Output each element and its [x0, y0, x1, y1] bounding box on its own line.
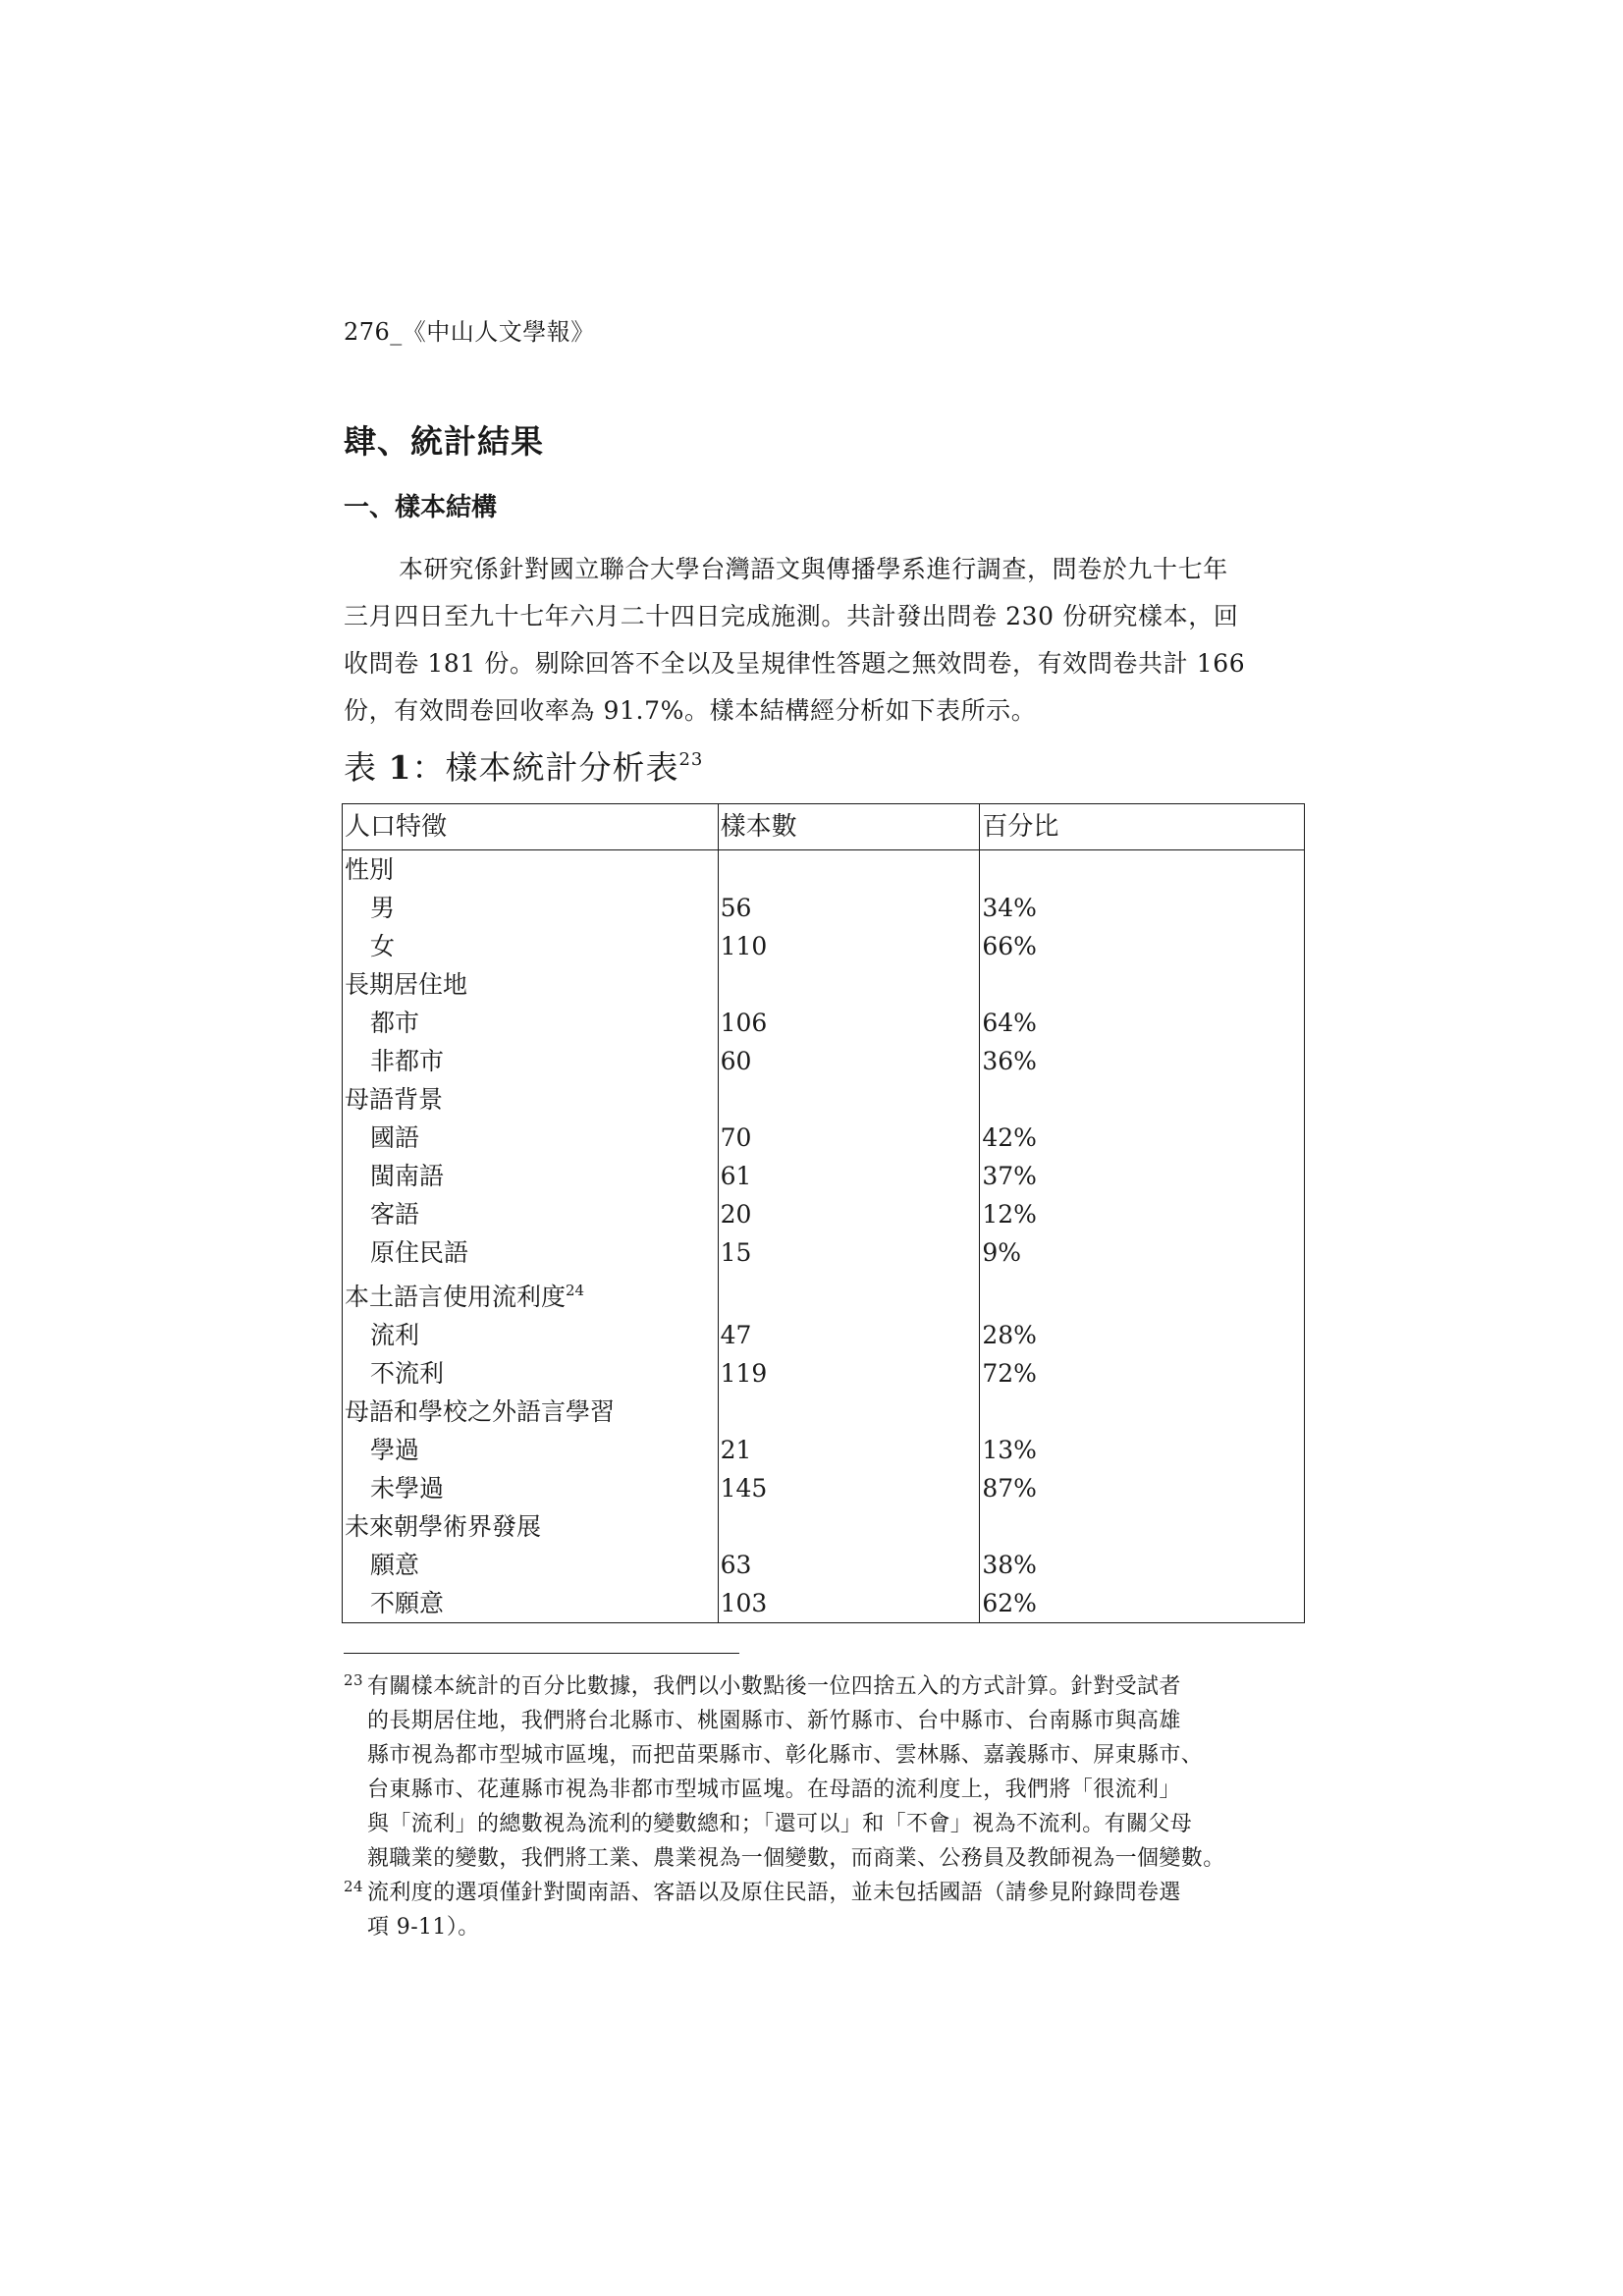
row-label-group	[343, 1393, 719, 1431]
row-label-text: 未學過	[370, 1474, 445, 1503]
table-caption-prefix: 表	[344, 748, 377, 787]
row-count: 21	[718, 1431, 980, 1469]
table-row	[343, 1431, 1305, 1469]
table-row	[343, 1584, 1305, 1623]
row-count: 56	[718, 889, 980, 927]
table-caption	[344, 742, 703, 789]
row-label-text: 閩南語	[370, 1162, 445, 1190]
row-count	[718, 1507, 980, 1546]
row-percent	[980, 850, 1305, 890]
table-row	[343, 1080, 1305, 1119]
row-count: 63	[718, 1546, 980, 1584]
row-label-item	[343, 1119, 719, 1157]
row-percent: 34%	[980, 889, 1305, 927]
row-count: 110	[718, 927, 980, 965]
row-label-item	[343, 1195, 719, 1233]
table-row	[343, 1042, 1305, 1080]
row-count: 119	[718, 1354, 980, 1393]
row-count	[718, 850, 980, 890]
row-count: 47	[718, 1316, 980, 1354]
table-row	[343, 1272, 1305, 1316]
row-percent: 87%	[980, 1469, 1305, 1507]
footnote-number: 24	[344, 1878, 363, 1895]
table-header-row	[343, 804, 1305, 850]
row-percent	[980, 965, 1305, 1004]
paragraph-line: 份，有效問卷回收率為 91.7%。樣本結構經分析如下表所示。	[344, 696, 1037, 725]
table-body	[343, 850, 1305, 1623]
footnote-divider	[344, 1653, 739, 1654]
row-label-item	[343, 1546, 719, 1584]
column-header-count: 樣本數	[718, 804, 980, 850]
row-label-text: 不願意	[370, 1589, 445, 1617]
row-percent	[980, 1507, 1305, 1546]
table-row	[343, 889, 1305, 927]
row-label-text: 母語背景	[345, 1085, 444, 1114]
table-row	[343, 1507, 1305, 1546]
row-label-text: 都市	[370, 1009, 420, 1037]
row-count: 15	[718, 1233, 980, 1272]
row-count	[718, 1393, 980, 1431]
table-row	[343, 850, 1305, 890]
footnote-number: 23	[344, 1671, 363, 1689]
table-caption-number: 1	[388, 748, 412, 787]
row-count: 70	[718, 1119, 980, 1157]
row-label-item	[343, 889, 719, 927]
row-label-item	[343, 1042, 719, 1080]
footnote-23	[344, 1669, 1306, 1876]
footnote-line: 與「流利」的總數視為流利的變數總和；「還可以」和「不會」視為不流利。有關父母	[367, 1812, 1193, 1836]
row-percent: 36%	[980, 1042, 1305, 1080]
row-label-text: 性別	[345, 855, 395, 884]
table-row	[343, 1119, 1305, 1157]
row-label-item	[343, 1431, 719, 1469]
row-label-group	[343, 965, 719, 1004]
row-percent	[980, 1080, 1305, 1119]
section-title: 肆、統計結果	[344, 422, 544, 461]
row-label-group	[343, 850, 719, 890]
subsection-title: 一、樣本結構	[344, 493, 498, 522]
body-paragraph	[344, 546, 1306, 735]
row-count: 103	[718, 1584, 980, 1623]
table-caption-footnote-ref: 23	[678, 749, 704, 770]
row-count	[718, 965, 980, 1004]
table-row	[343, 1004, 1305, 1042]
row-label-group	[343, 1080, 719, 1119]
row-count: 106	[718, 1004, 980, 1042]
row-percent: 62%	[980, 1584, 1305, 1623]
row-percent: 66%	[980, 927, 1305, 965]
table-row	[343, 1546, 1305, 1584]
row-label-item	[343, 1469, 719, 1507]
footnote-line: 縣市視為都市型城市區塊，而把苗栗縣市、彰化縣市、雲林縣、嘉義縣市、屏東縣市、	[367, 1743, 1204, 1768]
row-label-text: 不流利	[370, 1359, 445, 1388]
table-row	[343, 1393, 1305, 1431]
row-label-text: 學過	[370, 1436, 420, 1464]
row-percent: 28%	[980, 1316, 1305, 1354]
footnote-line: 項 9-11）。	[367, 1915, 480, 1940]
table-row	[343, 927, 1305, 965]
row-percent: 64%	[980, 1004, 1305, 1042]
row-label-text: 客語	[370, 1200, 420, 1229]
row-label-text: 原住民語	[370, 1238, 469, 1267]
row-count: 20	[718, 1195, 980, 1233]
footnotes	[344, 1669, 1306, 1944]
table-row	[343, 1157, 1305, 1195]
footnote-line: 台東縣市、花蓮縣市視為非都市型城市區塊。在母語的流利度上，我們將「很流利」	[367, 1777, 1181, 1802]
row-count: 60	[718, 1042, 980, 1080]
row-count	[718, 1080, 980, 1119]
running-header: 276_《中山人文學報》	[344, 318, 595, 346]
row-label-group	[343, 1507, 719, 1546]
row-percent	[980, 1393, 1305, 1431]
row-percent	[980, 1272, 1305, 1316]
row-count: 61	[718, 1157, 980, 1195]
row-count: 145	[718, 1469, 980, 1507]
footnote-line: 有關樣本統計的百分比數據，我們以小數點後一位四捨五入的方式計算。針對受試者	[367, 1674, 1181, 1699]
row-count	[718, 1272, 980, 1316]
row-label-item	[343, 1233, 719, 1272]
row-label-text: 願意	[370, 1551, 420, 1579]
row-label-item	[343, 1157, 719, 1195]
paragraph-line: 收問卷 181 份。剔除回答不全以及呈規律性答題之無效問卷，有效問卷共計 166	[344, 649, 1246, 678]
table-row	[343, 1316, 1305, 1354]
footnote-24	[344, 1876, 1306, 1944]
row-label-text: 流利	[370, 1321, 420, 1349]
sample-statistics-table	[342, 803, 1305, 1623]
table-row	[343, 1469, 1305, 1507]
row-footnote-ref: 24	[566, 1282, 585, 1299]
table-row	[343, 1233, 1305, 1272]
column-header-characteristic: 人口特徵	[343, 804, 719, 850]
row-percent: 13%	[980, 1431, 1305, 1469]
row-label-text: 女	[370, 932, 396, 960]
table-row	[343, 1354, 1305, 1393]
footnote-line: 流利度的選項僅針對閩南語、客語以及原住民語，並未包括國語（請參見附錄問卷選	[367, 1881, 1181, 1905]
row-label-item	[343, 1316, 719, 1354]
table-row	[343, 965, 1305, 1004]
row-percent: 42%	[980, 1119, 1305, 1157]
footnote-line: 親職業的變數，我們將工業、農業視為一個變數，而商業、公務員及教師視為一個變數。	[367, 1846, 1225, 1871]
paragraph-line: 三月四日至九十七年六月二十四日完成施測。共計發出問卷 230 份研究樣本，回	[344, 602, 1239, 630]
row-percent: 38%	[980, 1546, 1305, 1584]
row-label-text: 長期居住地	[345, 970, 468, 999]
row-label-group	[343, 1272, 719, 1316]
row-label-item	[343, 1354, 719, 1393]
row-percent: 12%	[980, 1195, 1305, 1233]
row-label-item	[343, 1004, 719, 1042]
row-percent: 72%	[980, 1354, 1305, 1393]
row-label-text: 本土語言使用流利度	[345, 1283, 567, 1311]
row-label-item	[343, 927, 719, 965]
row-label-text: 母語和學校之外語言學習	[345, 1397, 616, 1426]
table-row	[343, 1195, 1305, 1233]
row-label-text: 未來朝學術界發展	[345, 1512, 542, 1541]
column-header-percent: 百分比	[980, 804, 1305, 850]
paragraph-line: 本研究係針對國立聯合大學台灣語文與傳播學系進行調查，問卷於九十七年	[399, 555, 1228, 583]
footnote-line: 的長期居住地，我們將台北縣市、桃園縣市、新竹縣市、台中縣市、台南縣市與高雄	[367, 1709, 1181, 1733]
row-label-item	[343, 1584, 719, 1623]
row-percent: 37%	[980, 1157, 1305, 1195]
table-caption-text: ：樣本統計分析表	[411, 748, 679, 787]
row-label-text: 國語	[370, 1123, 420, 1152]
row-label-text: 男	[370, 894, 396, 922]
row-label-text: 非都市	[370, 1047, 445, 1075]
row-percent: 9%	[980, 1233, 1305, 1272]
